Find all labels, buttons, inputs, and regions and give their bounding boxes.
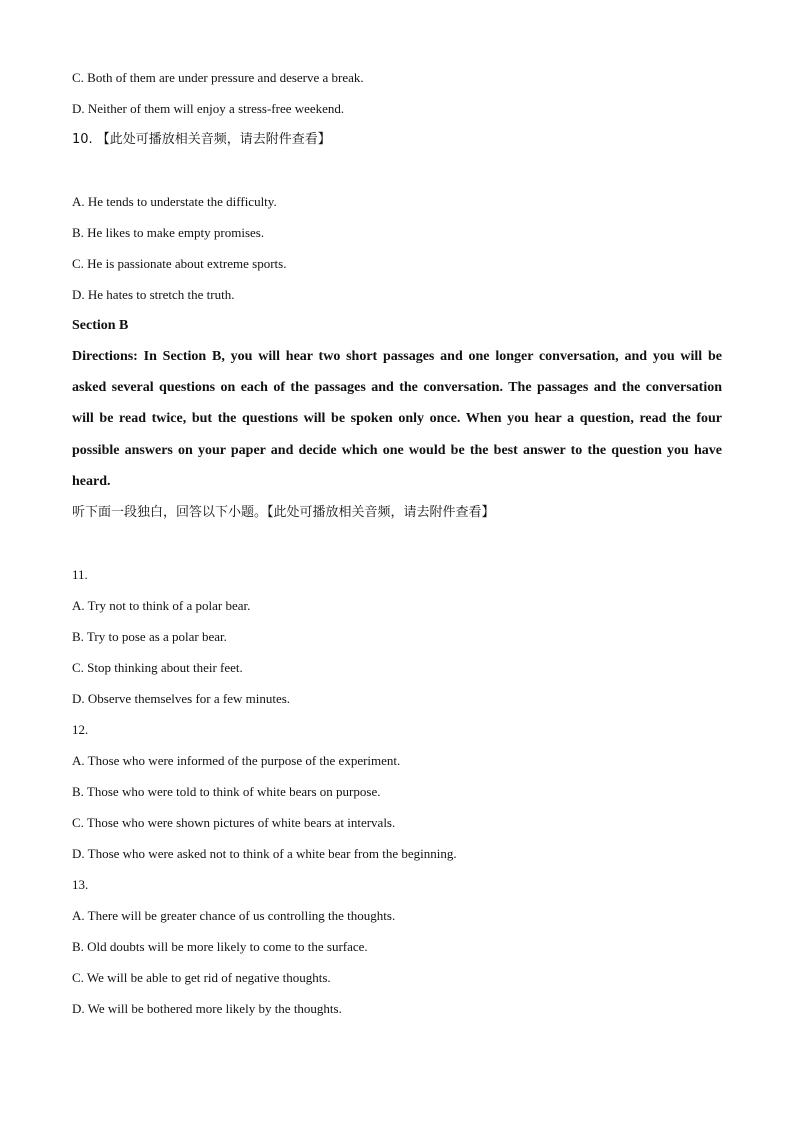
- q11-option-b: B. Try to pose as a polar bear.: [72, 629, 227, 645]
- section-b-directions: Directions: In Section B, you will hear two short passages and one longer conversation, and you will be asked several questions on each of the passages and the conversation. The passages and the conversation will be read twice, but the questions will be spoken only once. When you hear a question, read the four possible answers on your paper and decide which one would be the best answer to the question you have heard.: [72, 349, 722, 489]
- q11-number: 11.: [72, 567, 88, 583]
- q10-option-d: D. He hates to stretch the truth.: [72, 287, 235, 302]
- q13-option-c: C. We will be able to get rid of negative thoughts.: [72, 970, 331, 986]
- q13-number: 13.: [72, 877, 89, 893]
- section-b-title: Section B: [72, 318, 129, 333]
- q9-option-c: C. Both of them are under pressure and deserve a break.: [72, 70, 364, 85]
- q12-number: 12.: [72, 722, 89, 738]
- q12-option-c: C. Those who were shown pictures of white bears at intervals.: [72, 815, 396, 831]
- document-page: [72, 62, 722, 1024]
- q13-option-d: D. We will be bothered more likely by the thoughts.: [72, 1001, 342, 1017]
- q12-option-d: D. Those who were asked not to think of a white bear from the beginning.: [72, 846, 457, 862]
- q12-option-b: B. Those who were told to think of white bears on purpose.: [72, 784, 381, 800]
- q10-option-c: C. He is passionate about extreme sports.: [72, 256, 287, 271]
- q13-option-b: B. Old doubts will be more likely to come to the surface.: [72, 939, 368, 955]
- section-b-instruction: 听下面一段独白，回答以下小题。【此处可播放相关音频，请去附件查看】: [72, 505, 495, 521]
- q11-option-c: C. Stop thinking about their feet.: [72, 660, 243, 676]
- q12-option-a: A. Those who were informed of the purpose of the experiment.: [72, 753, 401, 769]
- q11-option-d: D. Observe themselves for a few minutes.: [72, 691, 291, 707]
- q9-option-d: D. Neither of them will enjoy a stress-free weekend.: [72, 101, 345, 116]
- q10-stem: 10. 【此处可播放相关音频，请去附件查看】: [72, 132, 331, 147]
- spacer: [72, 528, 722, 559]
- spacer: [72, 155, 722, 186]
- q11-option-a: A. Try not to think of a polar bear.: [72, 598, 251, 614]
- q10-option-a: A. He tends to understate the difficulty.: [72, 194, 277, 209]
- q10-option-b: B. He likes to make empty promises.: [72, 225, 265, 240]
- q13-option-a: A. There will be greater chance of us controlling the thoughts.: [72, 908, 396, 924]
